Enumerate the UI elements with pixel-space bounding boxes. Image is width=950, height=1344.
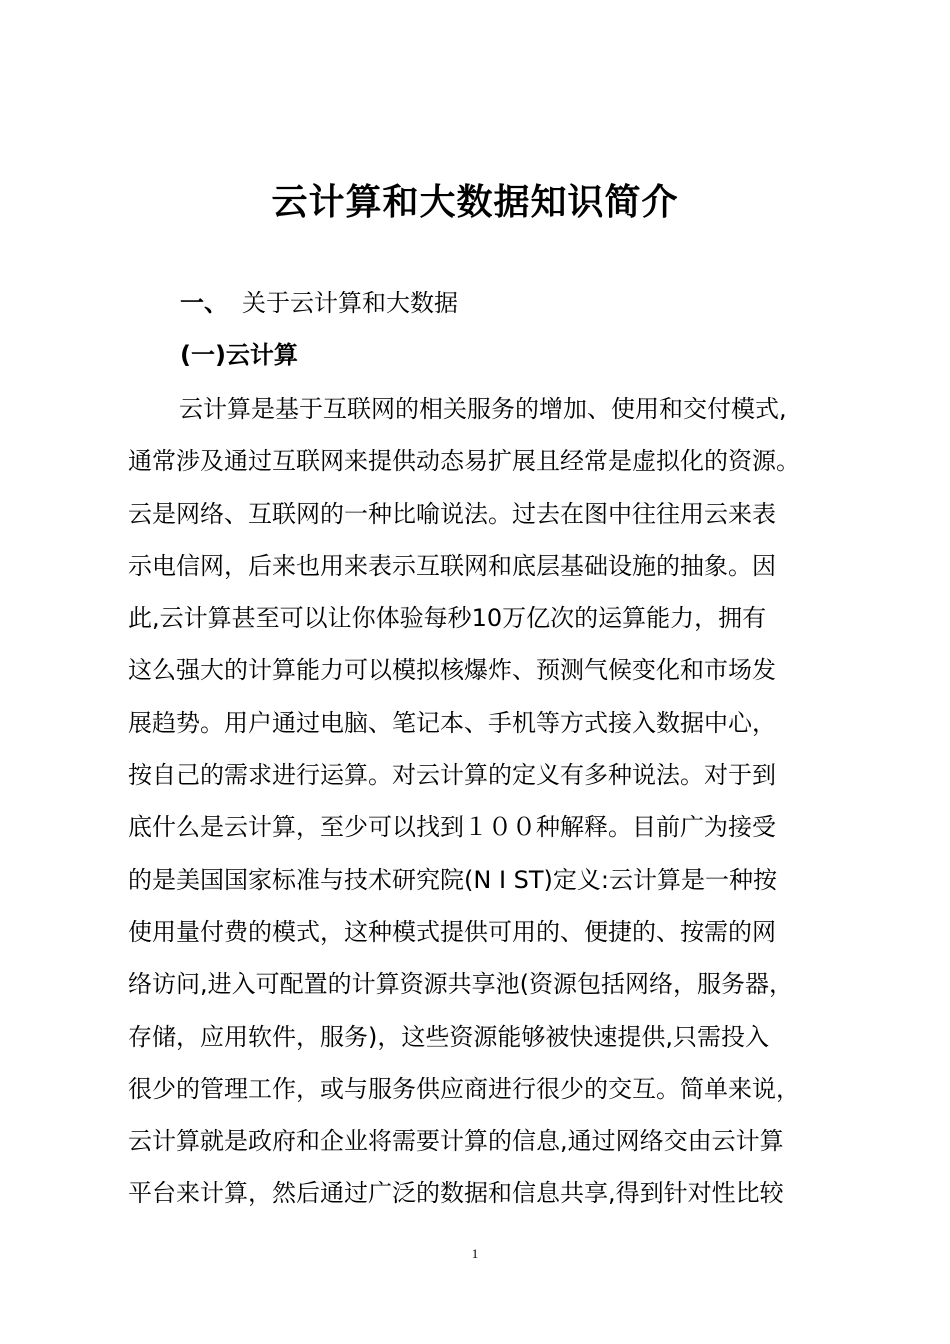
paragraph-line: 使用量付费的模式，这种模式提供可用的、便捷的、按需的网 [128, 917, 776, 946]
body-paragraph [128, 383, 838, 1220]
paragraph-line: 云计算就是政府和企业将需要计算的信息,通过网络交由云计算 [128, 1127, 784, 1156]
paragraph-line: 通常涉及通过互联网来提供动态易扩展且经常是虚拟化的资源。 [128, 447, 800, 476]
paragraph-line: 按自己的需求进行运算。对云计算的定义有多种说法。对于到 [128, 761, 776, 790]
paragraph-line: 云是网络、互联网的一种比喻说法。过去在图中往往用云来表 [128, 499, 776, 528]
paragraph-line: 云计算是基于互联网的相关服务的增加、使用和交付模式, [179, 395, 787, 423]
paragraph-line: 的是美国国家标准与技术研究院(N I ST)定义:云计算是一种按 [128, 865, 777, 894]
paragraph-line: 平台来计算，然后通过广泛的数据和信息共享,得到针对性比较 [128, 1179, 784, 1208]
section-heading [180, 285, 458, 321]
subsection-heading: (一)云计算 [180, 341, 298, 369]
paragraph-line: 底什么是云计算，至少可以找到１００种解释。目前广为接受 [128, 813, 776, 842]
paragraph-line: 存储，应用软件，服务)，这些资源能够被快速提供,只需投入 [128, 1022, 769, 1051]
document-title: 云计算和大数据知识简介 [271, 181, 679, 223]
paragraph-line: 这么强大的计算能力可以模拟核爆炸、预测气候变化和市场发 [128, 656, 776, 685]
paragraph-line: 展趋势。用户通过电脑、笔记本、手机等方式接入数据中心， [128, 708, 776, 737]
paragraph-line: 很少的管理工作，或与服务供应商进行很少的交互。简单来说， [128, 1074, 800, 1103]
section-title: 关于云计算和大数据 [242, 289, 458, 317]
page-number: 1 [471, 1246, 479, 1261]
paragraph-line: 此,云计算甚至可以让你体验每秒10万亿次的运算能力，拥有 [128, 604, 767, 633]
paragraph-line: 示电信网，后来也用来表示互联网和底层基础设施的抽象。因 [128, 551, 776, 580]
paragraph-line: 络访问,进入可配置的计算资源共享池(资源包括网络，服务器， [128, 970, 793, 999]
section-number: 一、 [180, 289, 228, 317]
